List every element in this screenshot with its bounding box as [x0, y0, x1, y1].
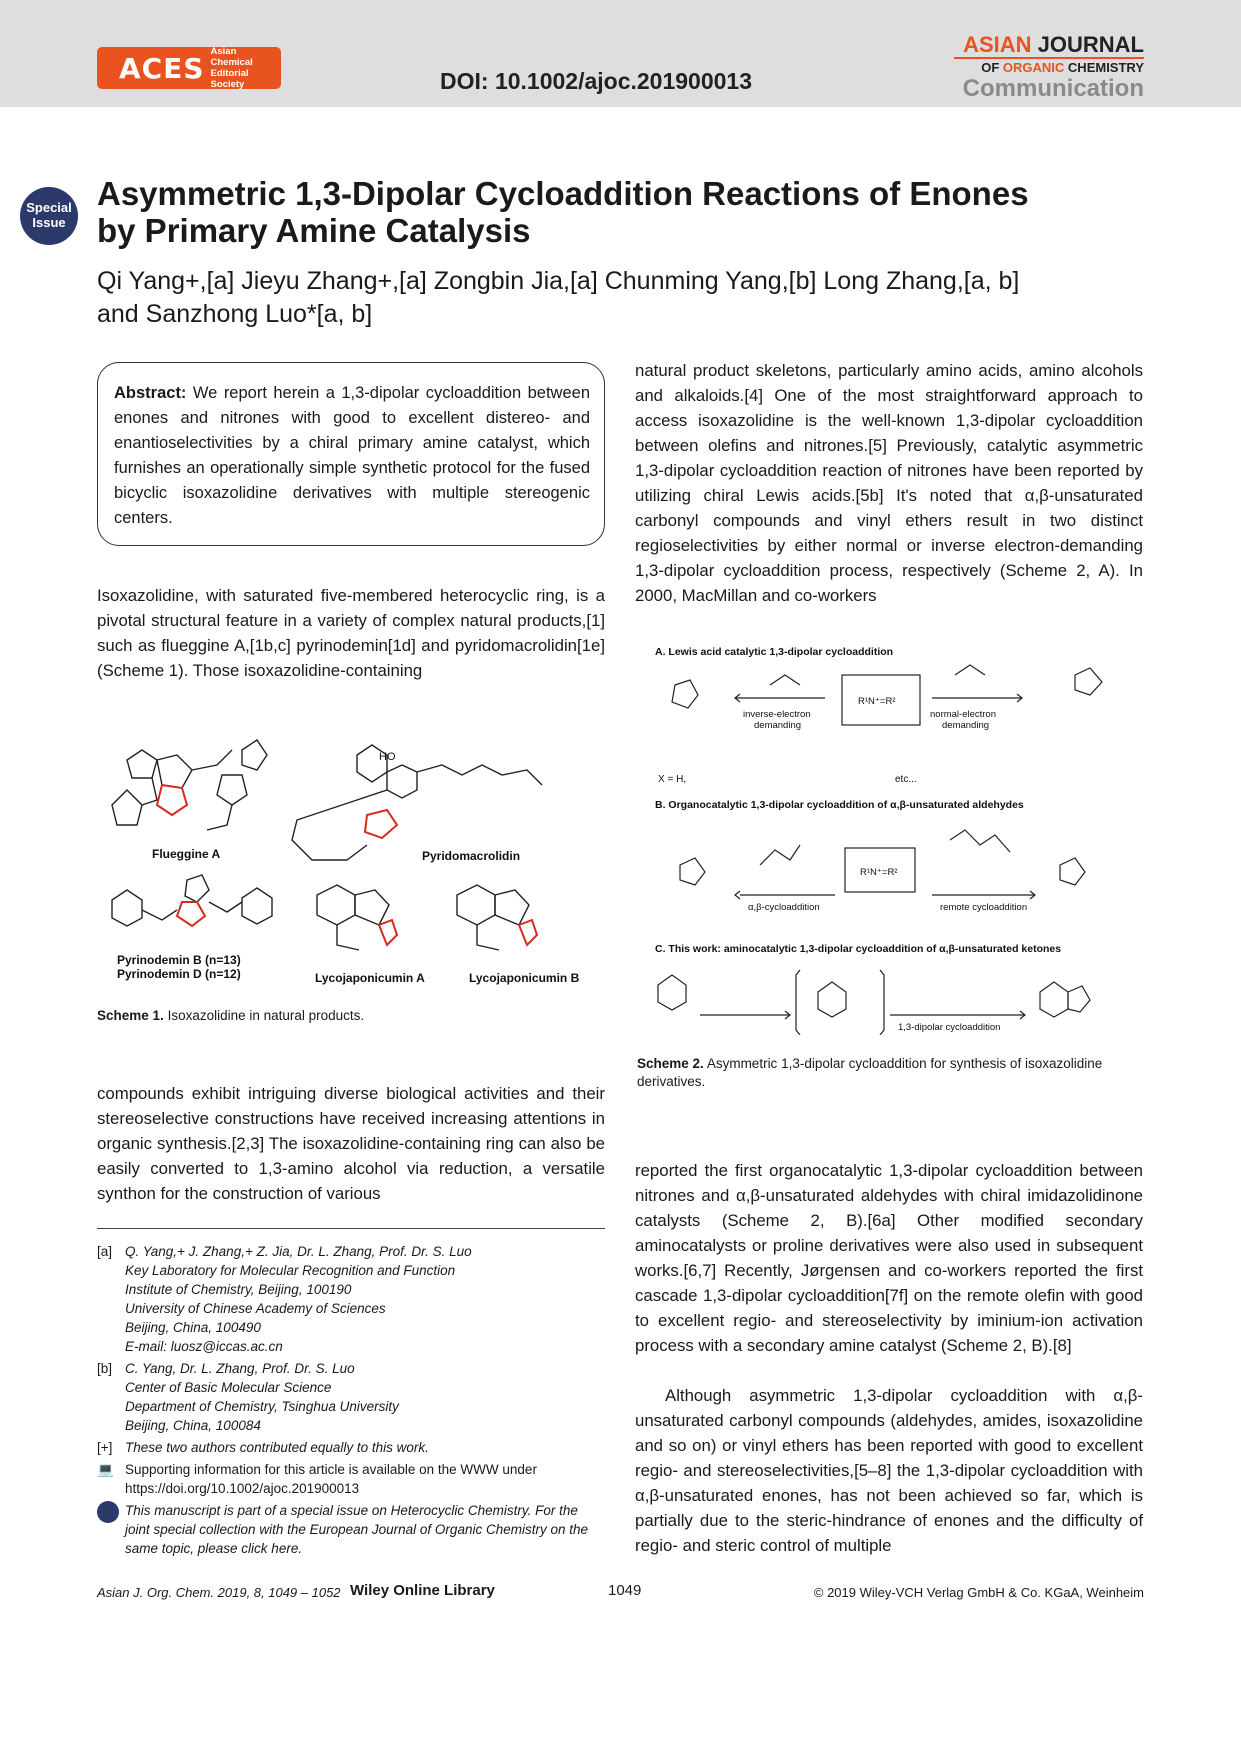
scheme-2-part-b: B. Organocatalytic 1,3-dipolar cycloaddition of α,β-unsaturated aldehydes [655, 799, 1024, 811]
aces-logo-subtext: Asian Chemical Editorial Society [210, 46, 253, 90]
svg-text:X = H,: X = H, [658, 774, 687, 785]
svg-text:demanding: demanding [942, 720, 990, 731]
svg-text:HO: HO [379, 751, 396, 763]
aces-logo-text: ACES [119, 51, 205, 85]
scheme-2-part-c: C. This work: aminocatalytic 1,3-dipolar cycloaddition of α,β-unsaturated ketones [655, 943, 1062, 955]
right-paragraph-3: Although asymmetric 1,3-dipolar cycloaddition with α,β-unsaturated carbonyl compounds (aldehydes, amides, isoxazolidine and so on) or vinyl ethers has been reported with good to excellent regio- and stereoselectivities,[5–8] the 1,3-dipolar cycloaddition with α,β-unsaturated enones, has not been achieved so far, which is partially due to the steric-hindrance of enones and the difficulty of regio- and steric control of multiple [635, 1386, 1143, 1555]
abstract-text: We report herein a 1,3-dipolar cycloaddition between enones and nitrones with good to excellent distereo- and enantioselectivities by a chiral primary amine catalyst, which furnishes an operationally simple synthetic protocol for the fused bicyclic isoxazolidine derivatives with multiple stereogenic centers. [114, 384, 590, 527]
right-paragraph-1: natural product skeletons, particularly amino acids, amino alcohols and alkaloids.[4] One of the most straightforward approach to access isoxazolidine is the well-known 1,3-dipolar cycloaddition between olefins and nitrones.[5] Previously, catalytic asymmetric 1,3-dipolar cycloaddition reaction of nitrones have been reported by utilizing chiral Lewis acids.[5b] It's noted that α,β-unsaturated carbonyl compounds and vinyl ethers result in two distinct regioselectivities by either normal or inverse electron-demanding 1,3-dipolar cycloaddition process, respectively (Scheme 2, A). In 2000, MacMillan and co-workers [635, 361, 1143, 605]
svg-text:1,3-dipolar cycloaddition: 1,3-dipolar cycloaddition [898, 1022, 1001, 1033]
author-list: Qi Yang+,[a] Jieyu Zhang+,[a] Zongbin Jia,[a] Chunming Yang,[b] Long Zhang,[a, b] and Sanzhong Luo*[a, b] [97, 267, 1020, 328]
svg-text:demanding: demanding [754, 720, 802, 731]
journal-logo: ASIAN JOURNAL OF ORGANIC CHEMISTRY Communication [954, 33, 1144, 101]
scheme-2-part-a: A. Lewis acid catalytic 1,3-dipolar cycloaddition [655, 646, 894, 658]
right-paragraph-2: reported the first organocatalytic 1,3-dipolar cycloaddition between nitrones and α,β-unsaturated aldehydes with chiral imidazolidinone catalysts (Scheme 2, B).[6a] Other modified secondary aminocatalysts or proline derivatives were also used in subsequent works.[6,7] Recently, Jørgensen and co-workers reported the first cascade 1,3-dipolar cycloaddition[7f] on the remote olefin with good to excellent regio- and stereoselectivity by iminium-ion activation process with a secondary amine catalyst (Scheme 2, B).[8] [635, 1161, 1143, 1355]
scheme-2-caption: Scheme 2. Asymmetric 1,3-dipolar cycloaddition for synthesis of isoxazolidine derivatives. [637, 1056, 1103, 1089]
page-number: 1049 [608, 1582, 642, 1599]
doi[interactable]: DOI: 10.1002/ajoc.201900013 [440, 68, 753, 94]
page-header [0, 0, 1241, 107]
svg-text:etc...: etc... [895, 774, 917, 785]
footer-copyright: © 2019 Wiley-VCH Verlag GmbH & Co. KGaA, Weinheim [813, 1585, 1144, 1600]
label-pyridomacrolidin: Pyridomacrolidin [422, 849, 521, 863]
footer-wiley-link[interactable]: Wiley Online Library [350, 1582, 495, 1599]
article-title: Asymmetric 1,3-Dipolar Cycloaddition Reactions of Enones by Primary Amine Catalysis [97, 175, 1029, 249]
computer-icon: 💻 [97, 1462, 114, 1477]
footnote-divider [97, 1228, 605, 1229]
svg-text:α,β-cycloaddition: α,β-cycloaddition [748, 902, 820, 913]
label-pyrinodemin-b: Pyrinodemin B (n=13) [117, 953, 241, 967]
label-pyrinodemin-d: Pyrinodemin D (n=12) [117, 967, 241, 981]
svg-text:R¹N⁺=R²: R¹N⁺=R² [860, 867, 898, 878]
footer-citation: Asian J. Org. Chem. 2019, 8, 1049 – 1052 [97, 1585, 341, 1600]
article-type: Communication [962, 75, 1144, 102]
left-paragraph-1: Isoxazolidine, with saturated five-membered heterocyclic ring, is a pivotal structural feature in a variety of complex natural products,[1] such as flueggine A,[1b,c] pyrinodemin[1d] and pyridomacrolidin[1e] (Scheme 1). Those isoxazolidine-containing [97, 586, 605, 680]
abstract-box [97, 362, 605, 546]
svg-text:R¹N⁺=R²: R¹N⁺=R² [858, 696, 896, 707]
footnotes: [a] Q. Yang,+ J. Zhang,+ Z. Jia, Dr. L. Zhang, Prof. Dr. S. Luo Key Laboratory for Molecular Recognition and Function Institute of Chemistry, Beijing, 100190 University of Chinese Academy of Sciences Beijing, China, 100490 E-mail: luosz@iccas.ac.cn [b] C. Yang, Dr. L. Zhang, Prof. Dr. S. Luo Center of Basic Molecular Science Department of Chemistry, Tsinghua University Beijing, China, 100084 [+] These two authors contributed equally to this work. 💻 Supporting information for this article is available on the WWW under https://doi.org/10.1002/ajoc.201900013 This manuscript is part of a special issue on Heterocyclic Chemistry. For the joint special collection with the European Journal of Organic Chemistry on the same topic, please click here. [97, 1242, 605, 1561]
abstract-label: Abstract: [114, 384, 187, 402]
left-paragraph-2: compounds exhibit intriguing diverse biological activities and their stereoselective constructions have received increasing attentions in organic synthesis.[2,3] The isoxazolidine-containing ring can also be easily converted to 1,3-amino alcohol via reduction, a versatile synthon for the construction of various [97, 1084, 605, 1203]
special-issue-badge: Special Issue [20, 187, 78, 245]
special-issue-note[interactable]: This manuscript is part of a special issue on Heterocyclic Chemistry. For the joint special collection with the European Journal of Organic Chemistry on the same topic, please click here. [125, 1503, 588, 1556]
svg-text:remote cycloaddition: remote cycloaddition [940, 902, 1028, 913]
label-lycojaponicumin-a: Lycojaponicumin A [315, 971, 425, 985]
email-link[interactable]: E-mail: luosz@iccas.ac.cn [125, 1339, 283, 1354]
supporting-info-link[interactable]: Supporting information for this article is available on the WWW under https://doi.org/10.1002/ajoc.201900013 [125, 1462, 537, 1496]
label-lycojaponicumin-b: Lycojaponicumin B [469, 971, 580, 985]
aces-logo [97, 47, 281, 89]
svg-text:inverse-electron: inverse-electron [743, 709, 811, 720]
svg-text:normal-electron: normal-electron [930, 709, 996, 720]
special-issue-small-icon [97, 1501, 125, 1558]
scheme-1-caption: Scheme 1. Isoxazolidine in natural products. [97, 1008, 365, 1023]
label-flueggine: Flueggine A [152, 847, 221, 861]
scheme-2-figure [650, 640, 1145, 1035]
scheme-1-figure [97, 720, 605, 990]
